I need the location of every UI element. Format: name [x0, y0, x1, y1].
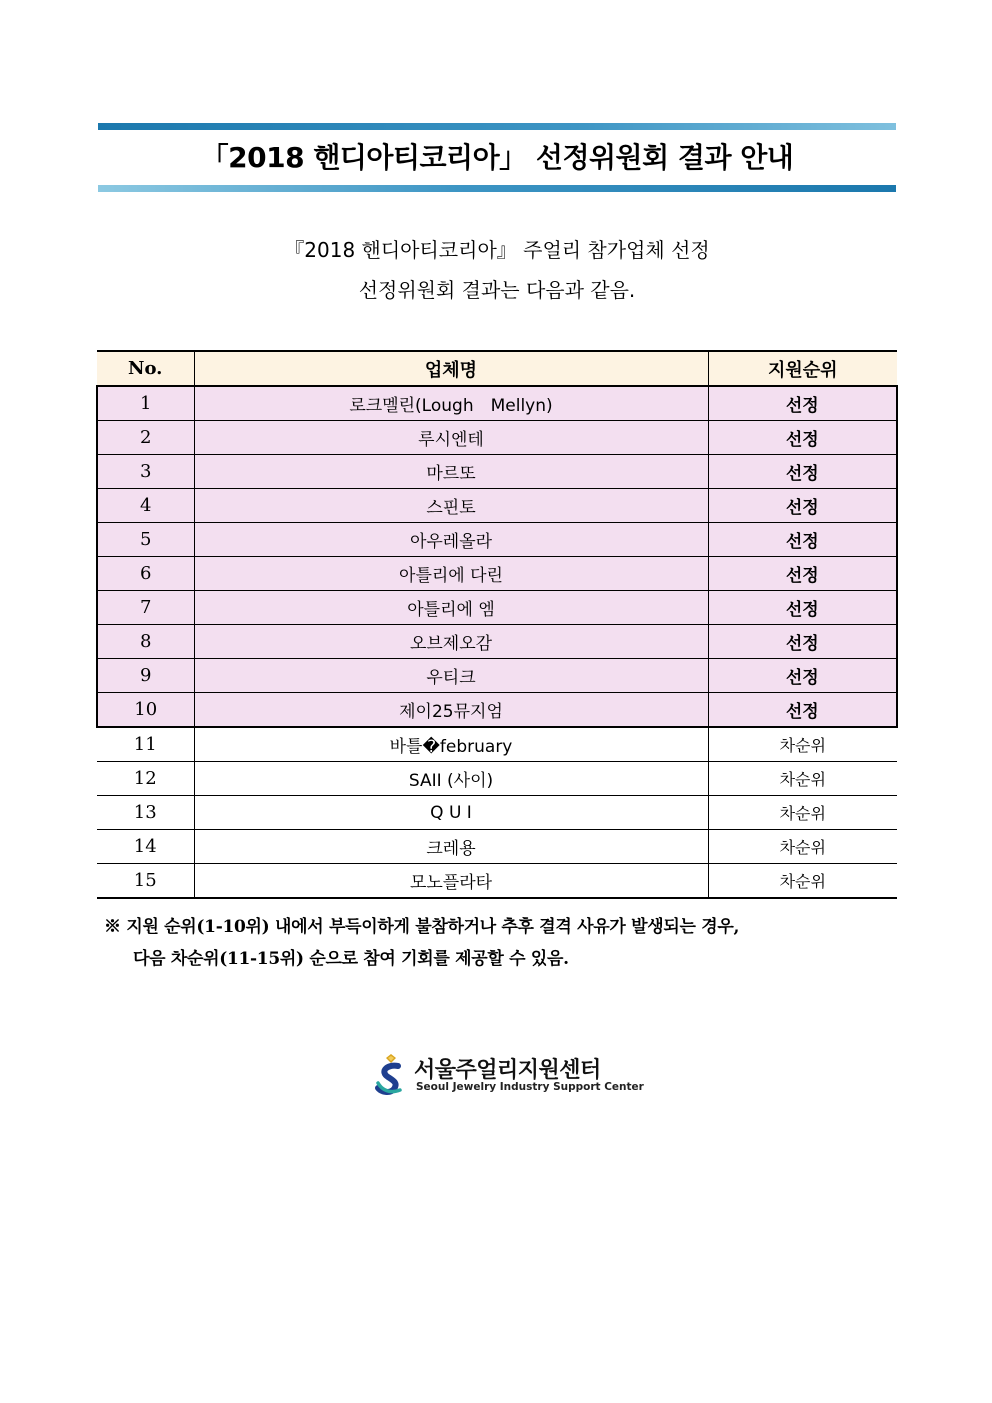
- row-rank: 선정: [708, 693, 897, 728]
- row-no: 8: [97, 625, 194, 659]
- row-company: Q U I: [194, 796, 708, 830]
- title-bar-top: [98, 123, 896, 130]
- row-no: 11: [97, 727, 194, 762]
- note-line-1: ※ 지원 순위(1-10위) 내에서 부득이하게 불참하거나 추후 결격 사유가 발생되는 경우,: [104, 917, 740, 937]
- table-row: [97, 659, 897, 693]
- row-rank: 선정: [708, 455, 897, 489]
- row-no: 14: [97, 830, 194, 864]
- row-company: 스핀토: [194, 489, 708, 523]
- row-company: 아틀리에 엠: [194, 591, 708, 625]
- header-no: No.: [97, 351, 194, 386]
- row-rank: 선정: [708, 523, 897, 557]
- row-rank: 차순위: [708, 864, 897, 899]
- title-bar-bottom: [98, 185, 896, 192]
- table-row: [97, 796, 897, 830]
- row-rank: 차순위: [708, 727, 897, 762]
- row-company: 루시엔테: [194, 421, 708, 455]
- row-company: 크레용: [194, 830, 708, 864]
- header-rank: 지원순위: [708, 351, 897, 386]
- row-no: 15: [97, 864, 194, 899]
- table-row: [97, 830, 897, 864]
- row-no: 9: [97, 659, 194, 693]
- row-rank: 차순위: [708, 830, 897, 864]
- row-company: 바틀�february: [194, 727, 708, 762]
- intro-line-2: 선정위원회 결과는 다음과 같음.: [358, 278, 636, 302]
- table-row: [97, 489, 897, 523]
- table-row: [97, 625, 897, 659]
- row-company: 로크멜린(Lough Mellyn): [194, 386, 708, 421]
- table-row: [97, 591, 897, 625]
- note-line-2: 다음 차순위(11-15위) 순으로 참여 기회를 제공할 수 있음.: [133, 949, 569, 969]
- intro-line-1: 『2018 핸디아티코리아』 주얼리 참가업체 선정: [284, 238, 710, 262]
- table-row: [97, 421, 897, 455]
- row-no: 7: [97, 591, 194, 625]
- row-company: 모노플라타: [194, 864, 708, 899]
- results-table: [96, 350, 898, 899]
- document-title: 「2018 핸디아티코리아」 선정위원회 결과 안내: [200, 141, 794, 174]
- row-no: 6: [97, 557, 194, 591]
- row-company: 우티크: [194, 659, 708, 693]
- row-company: 오브제오감: [194, 625, 708, 659]
- row-rank: 선정: [708, 591, 897, 625]
- table-row: [97, 523, 897, 557]
- org-logo: [372, 1052, 644, 1098]
- row-no: 2: [97, 421, 194, 455]
- header-company: 업체명: [194, 351, 708, 386]
- table-row: [97, 727, 897, 762]
- row-rank: 선정: [708, 386, 897, 421]
- row-rank: 선정: [708, 659, 897, 693]
- table-row: [97, 557, 897, 591]
- org-name-kr: 서울주얼리지원센터: [414, 1058, 601, 1083]
- row-no: 12: [97, 762, 194, 796]
- table-row: [97, 386, 897, 421]
- row-rank: 차순위: [708, 796, 897, 830]
- table-row: [97, 693, 897, 728]
- row-no: 5: [97, 523, 194, 557]
- row-no: 13: [97, 796, 194, 830]
- row-no: 10: [97, 693, 194, 728]
- row-company: 아우레올라: [194, 523, 708, 557]
- table-row: [97, 455, 897, 489]
- row-rank: 선정: [708, 625, 897, 659]
- table-row: [97, 864, 897, 899]
- row-rank: 선정: [708, 489, 897, 523]
- row-no: 1: [97, 386, 194, 421]
- jewelry-logo-icon: [372, 1052, 410, 1098]
- table-row: [97, 762, 897, 796]
- row-company: 아틀리에 다린: [194, 557, 708, 591]
- row-no: 3: [97, 455, 194, 489]
- row-no: 4: [97, 489, 194, 523]
- row-company: 마르또: [194, 455, 708, 489]
- org-name-en: Seoul Jewelry Industry Support Center: [416, 1081, 644, 1093]
- row-company: SAII (사이): [194, 762, 708, 796]
- row-company: 제이25뮤지엄: [194, 693, 708, 728]
- row-rank: 선정: [708, 421, 897, 455]
- table-header-row: [97, 351, 897, 386]
- row-rank: 선정: [708, 557, 897, 591]
- row-rank: 차순위: [708, 762, 897, 796]
